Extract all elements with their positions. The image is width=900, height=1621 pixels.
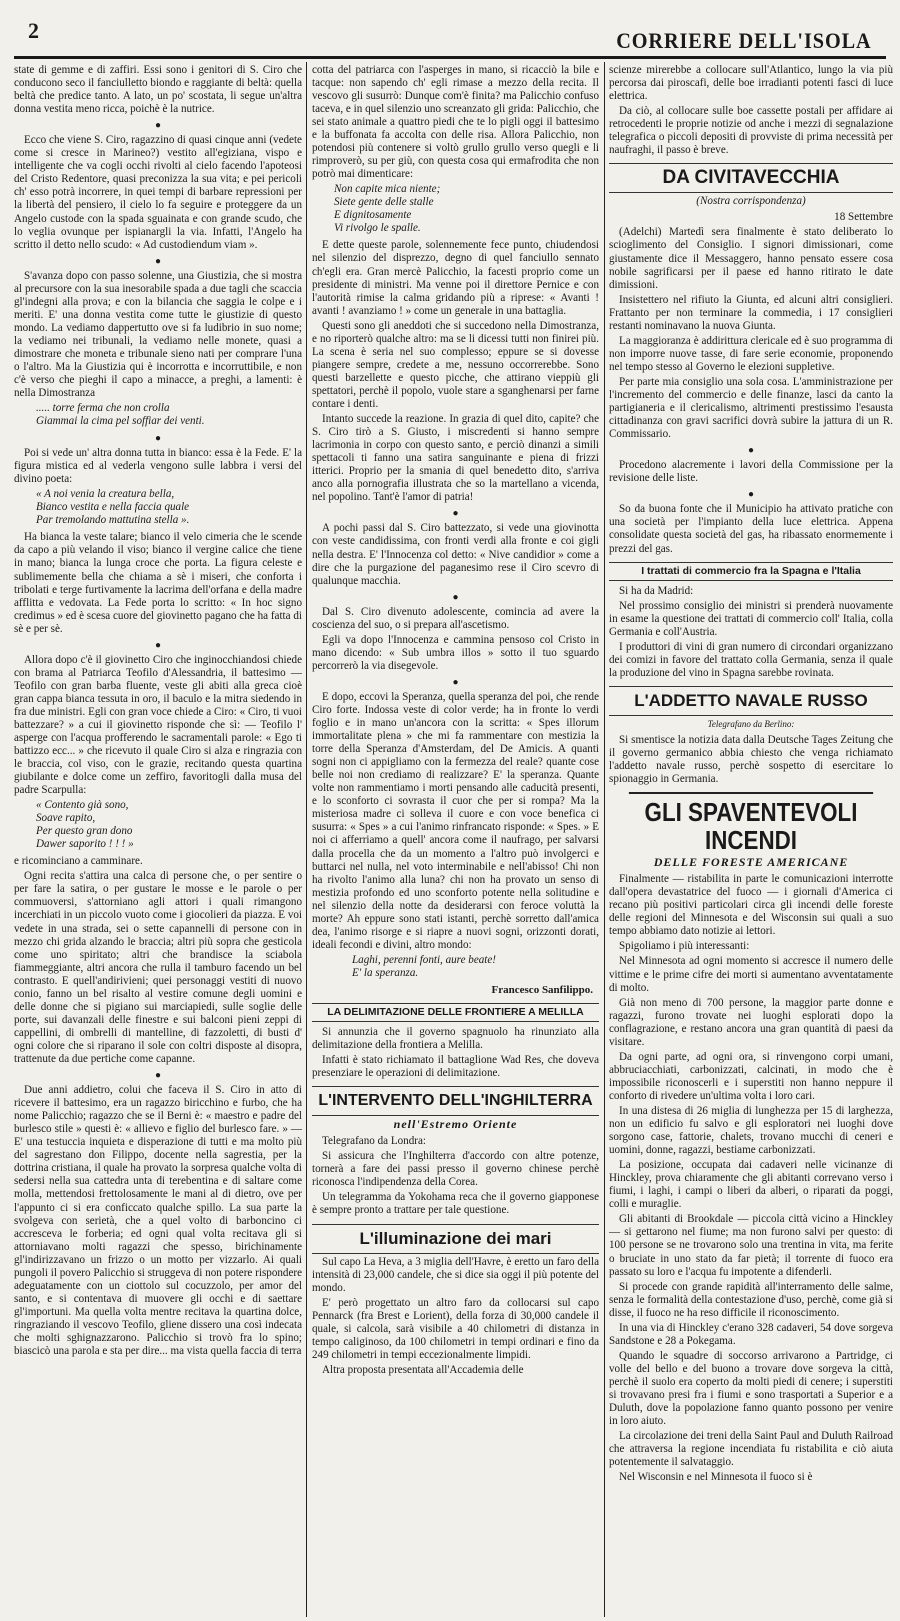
paragraph: La posizione, occupata dai cadaveri nelle vicinanze di Hinckley, prova chiaramente che gli abitanti correvano verso i fiumi, i laghi, i campi o liberi da alberi, o riparati da poggi, colli e muraglie. (609, 1159, 893, 1211)
paragraph: Si ha da Madrid: (619, 584, 694, 597)
paragraph: E' però progettato un altro faro da collocarsi sul capo Pennarck (fra Brest e Lorient), della forza di 30,000 candele il quale, si calcola, sarà visibile a 40 chilometri di distanza in tempo caliginoso, da 100 chilometri in tempi ordinari e fino da 249 chilometri in tempi eccezionalmente limpidi. (312, 1296, 599, 1361)
paragraph: Ha bianca la veste talare; bianco il velo cimeria che le scende da capo a più velando il viso; bianco il vergine calice che tiene in mano; bianca la lunga croce che porta. La figura celeste e sublimemente bella che chiama a sè i miseri, che conforta i tribolati e terge furtivamente la lacrima dell'orfana e della madre afflitta e vedovata. La Fede porta lo scritto: « In hoc signo credimus » ed è scesa cuore del giovinetto pagano che ha fatta di sè e per sè. (14, 531, 302, 635)
section-separator: ● (154, 433, 162, 445)
paragraph: A pochi passi dal S. Ciro battezzato, si vede una giovinotta con veste candidissima, con fronti verdi alla fronte e coi gigli nella destra. E' l'Innocenza col detto: « Nive candidior » come a dire che la purgazione del paganesimo rese il Ciro scevro di qualunque macchia. (312, 522, 599, 587)
paragraph: Un telegramma da Yokohama reca che il governo giapponese è sempre pronto a trattare per tale questione. (312, 1191, 599, 1217)
paragraph: Nel prossimo consiglio dei ministri si prenderà nuovamente in esame la questione dei trattati di commercio coll' Italia, colla Germania e coll'Austria. (609, 599, 893, 638)
verse-line: Dawer saporito ! ! ! » (36, 838, 134, 851)
verse-line: Soave rapito, (36, 812, 96, 825)
section-separator: ● (452, 508, 459, 520)
paragraph: Si procede con grande rapidità all'interramento delle salme, senza le formalità della contestazione d'uso, perchè, come già si disse, il fuoco ne ha reso difficile il riconoscimento. (609, 1280, 893, 1319)
article-headline: L'ADDETTO NAVALE RUSSO (609, 686, 893, 716)
paragraph: state di gemme e di zaffiri. Essi sono i genitori di S. Ciro che conducono seco il fanciulletto biondo e raggiante di beltà: quella beltà che predice tanto. A lato, un po' scostata, li segue un'altra donna vestita meno ricca, poichè è la nutrice. (14, 64, 302, 116)
verse-line: E' la speranza. (352, 966, 419, 979)
dateline: 18 Settembre (834, 211, 893, 224)
verse-line: Vi rivolgo le spalle. (334, 222, 421, 235)
paragraph: Sul capo La Heva, a 3 miglia dell'Havre, è eretto un faro della intensità di 23,000 candele, che si dice sia oggi il più potente del mondo. (312, 1255, 599, 1294)
paragraph: Allora dopo c'è il giovinetto Ciro che inginocchiandosi chiede con brama al Patriarca Teofilo d'Alessandria, il battesimo — Teofilo con gran barba fluente, veste gli abiti alla greca cioè gran cappa bianca tessuta in oro, il baculo e la mitra siedendo in fra due ministri. Egli con gran voce chiede a Ciro: « Ciro, ti vuoi battezzare? » a cui il giovinetto risponde che sì: — Teofilo l' asperge con l'acqua profferendo le sacramentali parole: « Ego ti battizzo ecc... » che ricevuto il quale Ciro si alza e ringrazia con le braccia, col viso, con le grazie, recitando questa quartina giubilante e dolce come un zeffiro, favoritogli dalla musa del padre Scarpulla: (14, 653, 302, 797)
paragraph: Procedono alacremente i lavori della Commissione per la revisione delle liste. (609, 459, 893, 485)
article-headline: L'illuminazione dei mari (312, 1224, 599, 1254)
column-2 (312, 64, 599, 1614)
paragraph: Già non meno di 700 persone, la maggior parte donne e ragazzi, furono trovate nei luoghi esplorati dopo la conflagrazione, e restano ancora una gran quantità di paesi da visitare. (609, 996, 893, 1048)
article-headline: GLI SPAVENTEVOLI INCENDI (629, 792, 873, 856)
verse-line: Par tremolando mattutina stella ». (36, 514, 190, 527)
column-1 (14, 64, 302, 1614)
paragraph: e ricominciano a camminare. (14, 855, 143, 868)
paragraph: La circolazione dei treni della Saint Paul and Duluth Railroad che attraversa la regione incendiata fu ristabilita e ciò aiuta potentemente il salvataggio. (609, 1430, 893, 1469)
paragraph: Infatti è stato richiamato il battaglione Wad Res, che doveva presenziare le operazioni di delimitazione. (312, 1054, 599, 1080)
article-headline: DA CIVITAVECCHIA (609, 163, 893, 193)
paragraph: S'avanza dopo con passo solenne, una Giustizia, che si mostra al precursore con la sua inesorabile spada a due tagli che scaccia gl'indegni alla prova; e con la bilancia che saggia le colpe e i meriti. E' una donna vestita come tutte le giustizie di questo mondo. La vediamo dappertutto ove si fa ludibrio in suo nome; la vediamo nei tribunali, la vediamo nelle monete, quasi a dimostrare che moneta e tribunale sieno nati per comprare l'una o l'altro. Ma la Giustizia qui è incorrotta e incorruttibile, e non c'è verso che pieghi il capo a minacce, a preghi, a lamenti: è nella Dimostranza (14, 269, 302, 400)
author-signature: Francesco Sanfilippo. (491, 983, 593, 996)
paragraph: Poi si vede un' altra donna tutta in bianco: essa è la Fede. E' la figura mistica ed al vederla vengono sulle labbra i versi del divino poeta: (14, 447, 302, 486)
paragraph: Quando le squadre di soccorso arrivarono a Partridge, ci volle del bello e del buono a trovare dove sorgeva la città, perchè il suolo era coperto da molti piedi di cenere; i superstiti si trovavano presi fra i fiumi e sono trasportati a Superior e a Duluth, dove la popolazione fanno quanto possono per venire in loro aiuto. (609, 1349, 893, 1428)
paragraph: E dopo, eccovi la Speranza, quella speranza del poi, che rende Ciro forte. Indossa veste di color verde; ha in fronte lo verdi foglio e in mano un'ancora con la scritta: « Spes illorum immortalitate plena » che mi fa rammentare con mestizia la torre della Speranza d'Amsterdam, del De Amicis. A quanti sogni non ci appigliamo con la fermezza del reale? quante cose belle noi non crediamo di realizzare? E' la speranza. Quante volte non rammentiamo i morti pensando alle caducità presenti, e lo sconforto ci sovrasta il cuor che per si rompa? Ma la misteriosa madre ci solleva il cuore e con voce benefica ci susurra: « Spes » a cui l'animo rinfrancato risponde: « Spes. » E noi ci afferriamo a quell' ancora come il naufrago, per salvarsi dalla procella che da un momento a l'altro può involgerci e buttarci nel nulla, nel voto interminabile e nell'abisso! Chi non ha rivolto l'animo alla luna? chi non ha provato un senso di mestizia profondo ed uno sconforto potente nella solitudine e nel silenzio della notte da desiderarsi con feroce voluttà la morte? Ah eppure sono stati istanti, perchè sorretto dall'amica dea, l'animo risorge e si riapre a nuovi sogni, orizzonti dorati, ideali fecondi e divini, altro mondo: (312, 690, 599, 951)
paragraph: I produttori di vini di gran numero di circondari organizzano dei comizi in favore del trattato colla Germania, senza il quale la produzione del vino in Spagna sarebbe rovinata. (609, 640, 893, 679)
section-separator: ● (154, 639, 162, 651)
paragraph: Insistettero nel rifiuto la Giunta, ed alcuni altri consiglieri. Frattanto per non terminare la commedia, i 17 consiglieri restanti nominavano la nuova Giunta. (609, 293, 893, 332)
verse-line: Per questo gran dono (36, 825, 133, 838)
paragraph: E dette queste parole, solennemente fece punto, chiudendosi nel silenzio del disprezzo, degno di quel fanciullo sennato ch'egli era. Gran mercè Palicchio, la facesti proprio come un presidente di ministri. Ma venne poi il direttore Pernice e con l'autorità rimise la calma gridando più a riprese: « Avanti ! avanti ! avanziamo ! » come un generale in una battaglia. (312, 239, 599, 317)
paragraph: Questi sono gli aneddoti che si succedono nella Dimostranza, e no riporterò qualche altro: ma se li dicessi tutti non finirei più. La scena è seria nel suo complesso; eppure se si dovesse piangere sempre, credete a me, nessuno occorrerebbe. Sono questi barzellette e questo picche, che attirano vieppiù gli spettatori, perchè il popolo, vuole stare a sganghenarsi per farne contare i denti. (312, 319, 599, 410)
article-byline: (Nostra corrispondenza) (696, 195, 806, 208)
article-headline: I trattati di commercio fra la Spagna e l'Italia (609, 562, 893, 581)
paragraph: In una distesa di 26 miglia di lunghezza per 15 di larghezza, non un edificio fu salvo e gli esploratori nei luoghi dove sorgono case, fattorie, chalets, trovano mucchi di ceneri e uomini, donne, ragazzi, bestiame carbonizzati. (609, 1105, 893, 1157)
paragraph: Intanto succede la reazione. In grazia di quel dito, capite? che S. Ciro tirò a S. Giusto, i miscredenti si hanno sempre lacrimonia in corpo con questo santo, e perciò dinanzi a simili spettacoli ti fanno una satira sanguinante e piena di frizzi itterici. Proprio per la smania di quel benedetto dito, s'arriva anco alla pornografia illustrata che so la martellano a vicenda, nel popolino. Tant'è l'amor di patria! (312, 413, 599, 504)
verse-line: Non capite mica niente; (334, 183, 441, 196)
section-separator: ● (154, 120, 162, 132)
article-subheadline: DELLE FORESTE AMERICANE (653, 855, 849, 870)
section-separator: ● (747, 445, 755, 457)
verse-line: E dignitosamente (334, 209, 412, 222)
paragraph: Telegrafano da Londra: (322, 1135, 426, 1148)
paragraph: Nel Minnesota ad ogni momento si accresce il numero delle vittime e le prime cifre dei morti si aumentano avventatamente di molto. (609, 955, 893, 994)
paragraph: La maggioranza è addirittura clericale ed è suo programma di non imporre nuove tasse, di fare serie economie, proponendo nel tempo stesso al Governo le elezioni suppletive. (609, 334, 893, 373)
section-separator: ● (452, 676, 459, 688)
paragraph: Per parte mia consiglio una sola cosa. L'amministrazione per l'incremento del commercio e delle finanze, lasci da canto la partigianeria e il clericalismo, altrimenti prestissimo l'esausta cittadinanza con gravi sacrifici dovrà subire la jattura di un R. Commissario. (609, 375, 893, 441)
verse-line: ..... torre ferma che non crolla (36, 402, 170, 415)
paragraph: Finalmente — ristabilita in parte le comunicazioni interrotte dall'opera devastatrice del fuoco — i giornali d'America ci recano più positivi particolari circa gli incendi delle foreste delle regioni del Minnesota e del Wisconsin sui quali a suo tempo abbiamo dato notizie ai lettori. (609, 873, 893, 938)
column-3 (609, 64, 893, 1614)
verse-line: Bianco vestita e nella faccia quale (36, 501, 190, 514)
verse-line: Siete gente delle stalle (334, 196, 434, 209)
paragraph: cotta del patriarca con l'asperges in mano, si ricacciò la bile e tacque: non sapendo ch' egli rimase a mezzo della recita. Il vescovo gli susurrò: Dunque com'è finita? ma Palicchio confuso taceva, e in quel silenzio uno screanzato gli grida: Palicchio, che sei stato animale a quattro piedi che te lo pigli oggi il battesimo e la buffonata fa accolta con delle risa. Allora Palicchio, non potendosi più contenere si voltò grullo grullo verso quegli e li rimproverò, su per giù, con questa cosa qui ermafrodita che non potrò mai dimenticare: (312, 64, 599, 181)
article-byline: Telegrafano da Berlino: (707, 718, 795, 729)
page-number: 2 (28, 18, 39, 43)
paragraph: In una via di Hinckley c'erano 328 cadaveri, 54 dove sorgeva Sandstone e 28 a Pokegama. (609, 1321, 893, 1347)
paragraph: Nel Wisconsin e nel Minnesota il fuoco si è (619, 1471, 813, 1484)
section-separator: ● (747, 489, 755, 501)
article-subheadline: nell'Estremo Oriente (393, 1117, 518, 1132)
column-divider (306, 62, 307, 1617)
masthead-rule (14, 56, 886, 59)
paragraph: Altra proposta presentata all'Accademia delle (322, 1363, 524, 1376)
newspaper-title: CORRIERE DELL'ISOLA (616, 28, 872, 53)
section-separator: ● (452, 591, 459, 603)
section-separator: ● (154, 1070, 162, 1082)
verse-block (36, 488, 302, 527)
column-divider (604, 62, 605, 1617)
verse-line: « A noi venia la creatura bella, (36, 488, 175, 501)
verse-block (36, 402, 302, 428)
paragraph: So da buona fonte che il Municipio ha attivato pratiche con una società per l'impianto della luce elettrica. Appena consolidate questa società del gas, ha ribassato enormemente i prezzi del gas. (609, 503, 893, 555)
paragraph: Ogni recita s'attira una calca di persone che, o per sentire o per fare la satira, o per gustare le mosse e le parole o per commuoversi, s'attorniano agli attori i quali rimangono incerchiati in un piccolo vuoto come i giocolieri da piazza. E voi vedete in una strada, sei o sette capannelli di persone con in mezzo chi grida alzando le braccia; altri più sopra che gesticola come uno spiritato; altri che brandisce la sciabola fiammeggiante, altri ancora che rulla il tamburo facendo un bel contrasto. E quell'andirivieni; quei personaggi vestiti di nuovo conio, fanno un bel risalto al vestire comune degli uomini e delle donne che si pigiano sui marciapiedi, sulle soglie delle porte, sui davanzali delle finestre e sui balconi pieni zeppi di cappellini, di ombrelli di mantelline, di fazzoletti, di busti d' ogni colore che si riparano il sole con coltri disposte al disopra, trattenute da due pertiche come capanne. (14, 870, 302, 1065)
paragraph: scienze mirerebbe a collocare sull'Atlantico, lungo la via più percorsa dai piroscafi, delle boe irradianti potenti fasci di luce elettrica. (609, 64, 893, 103)
paragraph: Egli va dopo l'Innocenza e cammina pensoso col Cristo in mano dicendo: « Sub umbra illos » sotto il tuo sguardo percorrerò la via disegevole. (312, 633, 599, 672)
paragraph: Si annunzia che il governo spagnuolo ha rinunziato alla delimitazione della frontiera a Melilla. (312, 1026, 599, 1052)
paragraph: (Adelchi) Martedì sera finalmente è stato deliberato lo scioglimento del Consiglio. I signori dimissionari, come giustamente dice il Messaggero, hanno pensato essere cosa nobile sagrificarsi per il paese ed hanno ritirato le date dimissioni. (609, 226, 893, 291)
paragraph: Ecco che viene S. Ciro, ragazzino di quasi cinque anni (vedete come si cresce in Marineo?) vestito all'egiziana, vispo e intelligente che va cogli occhi rivolti al cielo facendo l'apoteosi del Cristo Redentore, quasi preconizza la sua vita; e pei pericoli ch' esso potrà incorrere, in quei tempi di barbare repressioni per la libertà del pensiero, il cielo lo fa seguire e proteggere da un Angelo custode con la spada sguainata e con grande scudo, che lo veglia ovunque per ispianargli la via. Infatti, l'Angelo ha scritto il detto nello scudo: « Ad custodiendum viam ». (14, 134, 302, 251)
verse-block (352, 954, 599, 980)
paragraph: Due anni addietro, colui che faceva il S. Ciro in atto di ricevere il battesimo, era un ragazzo biricchino e furbo, che ha nome Palicchio; ragazzo che se il Berni è: « maestro e padre del burlesco stile » questi è: « allievo e figlio del burlesco fare. » — E' una testuccia inquieta e disperazione di tutti e ma molto più del sagrestano don Filippo, docente nella sagrestia, per la dottrina cristiana, il quale ha provato la sorpresa qualche volta di sedersi nella sua cattedra unta di terebentina e di saltare come molla, mettendosi frettolosamente le mani al di dietro, ove per l'appunto ci si era conficcato qualche spillo. La sua parte la svolgeva con serietà, che a quel volto di barboncino ci accresceva le forberia; ed ogni qual volta recitava gli si attorniavano molti ragazzi che spesso, birichinamente gl'indirizzavano un frizzo o un motto per vizzarlo. Ai quali pungoli il povero Palicchio si struggeva di non potere rispondere adeguatamente con un ciottolo sul cocuzzolo, per amor del santo, e si contentava di muovere gli occhi e di saettare gl'importuni. Ma quella volta mentre recitava la quartina dolce, ringraziando il vescovo Teofilo, gliene dissero una così indecata che molti sghignazzarono. Palicchio si trovò fra lo spino; biascicò una parola e sta per dire... ma vista quella faccia di terra (14, 1084, 302, 1358)
section-separator: ● (154, 255, 162, 267)
verse-line: « Contento già sono, (36, 799, 129, 812)
paragraph: Da ciò, al collocare sulle boe cassette postali per affidare ai retrocedenti le proprie notizie od anche i mezzi di segnalazione telegrafica o piccoli depositi di provviste di prima necessità per naufraghi, il passo è breve. (609, 105, 893, 157)
verse-line: Giammai la cima pel soffiar dei venti. (36, 415, 205, 428)
paragraph: Si smentisce la notizia data dalla Deutsche Tages Zeitung che il governo germanico abbia chiesto che venga richiamato l'addetto navale russo, perchè sospetto di esercitare lo spionaggio in Germania. (609, 733, 893, 786)
verse-block (334, 183, 599, 235)
masthead (0, 0, 900, 62)
verse-block (36, 799, 302, 851)
paragraph: Dal S. Ciro divenuto adolescente, comincia ad avere la coscienza del suo, o si prepara all'ascetismo. (312, 605, 599, 631)
paragraph: Da ogni parte, ad ogni ora, si rinvengono corpi umani, abbruciacchiati, carbonizzati, calcinati, in modo che è impossibile riconoscerli e i superstiti non hanno neppure il conforto di rivedere un'ultima volta i loro cari. (609, 1050, 893, 1102)
paragraph: Si assicura che l'Inghilterra d'accordo con altre potenze, tornerà a fare dei passi presso il governo chinese perchè riconosca l'indipendenza della Corea. (312, 1150, 599, 1189)
article-headline: L'INTERVENTO DELL'INGHILTERRA (312, 1086, 599, 1116)
paragraph: Spigoliamo i più interessanti: (619, 940, 750, 953)
verse-line: Laghi, perenni fonti, aure beate! (352, 953, 496, 966)
article-headline: LA DELIMITAZIONE DELLE FRONTIERE A MELILLA (312, 1003, 599, 1022)
paragraph: Gli abitanti di Brookdale — piccola città vicino a Hinckley — si gettarono nel fiume; ma non furono salvi per questo: di 100 persone se ne trovarono solo una trentina in vita, ma ferite o bruciate in uno stato da far pietà; il torrente di fuoco era passato su loro e l'acqua fu impotente a difenderli. (609, 1213, 893, 1278)
